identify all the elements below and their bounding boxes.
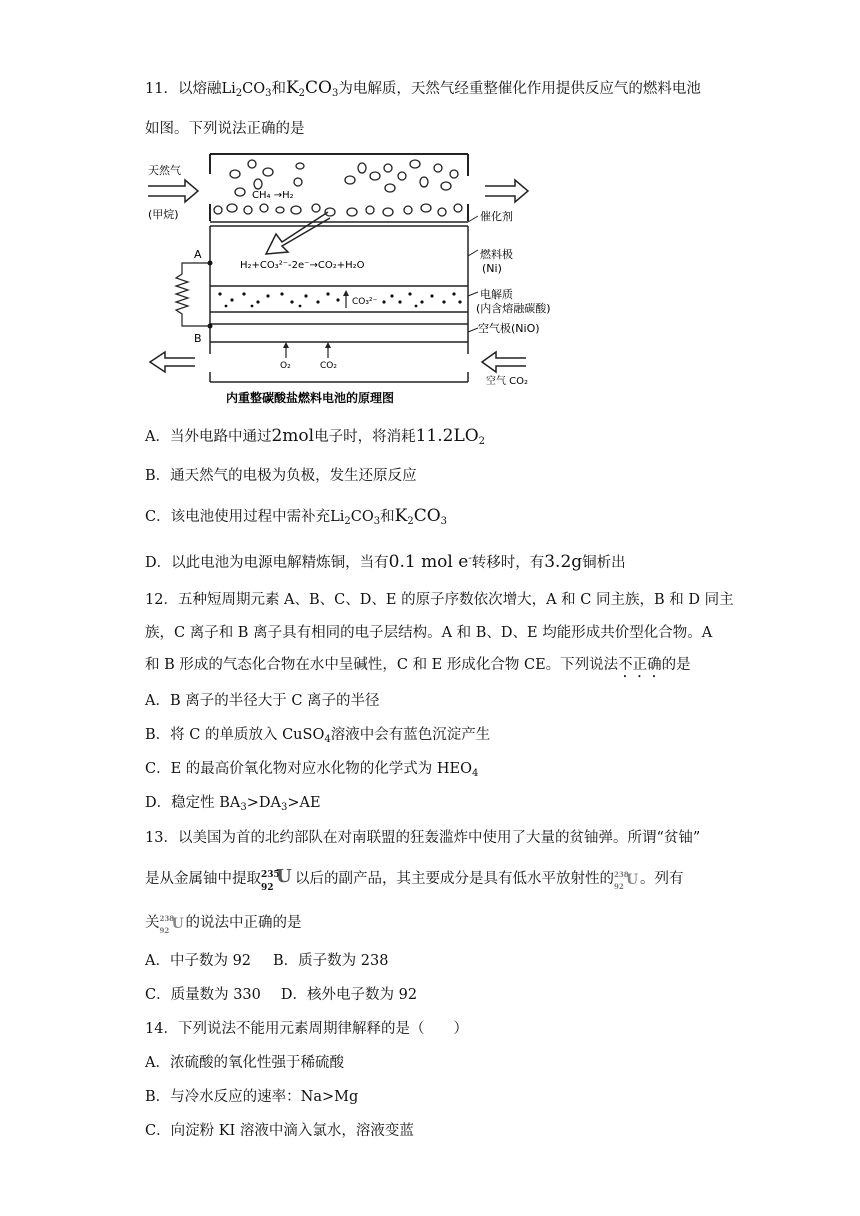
q14-option-c: C．向淀粉 KI 溶液中滴入氯水，溶液变蓝 <box>145 1123 414 1139</box>
ch4-h2-label: CH₄ →H₂ <box>252 190 294 201</box>
terminal-b: B <box>194 332 202 345</box>
gas-outlet-arrow <box>485 180 528 202</box>
q13-option-d: D．核外电子数为 92 <box>280 987 418 1003</box>
co2-label: CO₂ <box>320 361 337 371</box>
electrolyte-label: 电解质 <box>480 288 513 301</box>
external-resistor <box>176 263 210 326</box>
anode-reaction: H₂+CO₃²⁻-2e⁻→CO₂+H₂O <box>240 260 365 271</box>
exhaust-arrow <box>150 352 195 372</box>
q11-option-c: C．该电池使用过程中需补充$Li_2CO_3$和$K_2CO_3$ <box>145 506 448 527</box>
gas-bubbles <box>214 160 462 216</box>
fuel-cell-diagram <box>140 146 560 412</box>
o2-label: O₂ <box>280 361 291 371</box>
diagram-caption: 内重整碳酸盐燃料电池的原理图 <box>226 391 395 405</box>
q12-option-c: C．E 的最高价氧化物对应水化物的化学式为 $HEO_4$ <box>145 761 479 779</box>
q14-option-b: B．与冷水反应的速率：Na>Mg <box>145 1089 359 1105</box>
formula-k2co3: $K_2CO_3$ <box>285 78 339 99</box>
q13-stem-line1: 13．以美国为首的北约部队在对南联盟的狂轰滥炸中使用了大量的贫铀弹。所谓“贫铀” <box>145 830 701 846</box>
catalyst-label: 催化剂 <box>480 210 513 223</box>
q13-option-a: A．中子数为 92 <box>145 953 252 969</box>
carbonate-ion-label: CO₃²⁻ <box>352 297 378 307</box>
q12-option-d: D．稳定性 $BA_3>DA_3>AE$ <box>145 795 321 813</box>
uranium-238-symbol: 238 92 U <box>614 870 639 891</box>
q12-option-a: A．B 离子的半径大于 C 离子的半径 <box>145 693 380 709</box>
electrolyte-dots <box>218 292 461 307</box>
q12-stem-line2: 族，C 离子和 B 离子具有相同的电子层结构。A 和 B、D、E 均能形成共价型化合物。A <box>145 625 713 641</box>
q11-option-d: D．以此电池为电源电解精炼铜，当有0.1 mol e-转移时，有3.2g铜析出 <box>145 552 626 572</box>
reform-arrow <box>266 212 330 254</box>
emphasis-not-correct: 不正确 <box>618 657 662 673</box>
terminal-a: A <box>194 248 202 261</box>
air-inlet-arrow <box>482 352 526 372</box>
air-electrode-label: 空气极(NiO) <box>478 322 540 335</box>
q12-option-b: B．将 C 的单质放入 CuSO$_4$溶液中会有蓝色沉淀产生 <box>145 727 491 745</box>
q13-stem-line2: 是从金属铀中提取 235 92 U 以后的副产品，其主要成分是具有低水平放射性的 238 92 U 。列有 <box>145 866 684 893</box>
q13-options-row1 <box>145 950 388 972</box>
q11-option-a: A．当外电路中通过2mol电子时，将消耗$11.2LO_2$ <box>145 426 486 447</box>
q11-option-b: B．通天然气的电极为负极，发生还原反应 <box>145 468 417 484</box>
uranium-235-symbol: 235 92 U <box>261 866 292 893</box>
methane-label: (甲烷) <box>148 208 179 221</box>
q13-option-b: B．质子数为 238 <box>273 953 389 969</box>
q14-stem: 14．下列说法不能用元素周期律解释的是（ ） <box>145 1021 468 1037</box>
q14-option-a: A．浓硫酸的氧化性强于稀硫酸 <box>145 1055 344 1071</box>
fuel-electrode-ni: (Ni) <box>482 262 502 275</box>
formula-li2co3: $Li_2CO_3$ <box>221 81 272 99</box>
q11-stem-line2: 如图。下列说法正确的是 <box>145 121 305 137</box>
q12-stem-line1: 12．五种短周期元素 A、B、C、D、E 的原子序数依次增大，A 和 C 同主族，B 和 D 同主 <box>145 592 734 608</box>
uranium-238-symbol: 238 92 U <box>159 914 184 935</box>
q13-options-row2 <box>145 984 417 1006</box>
q12-stem-line3: 和 B 形成的气态化合物在水中呈碱性，C 和 E 形成化合物 CE。下列说法不正确的是 <box>145 657 691 673</box>
electrolyte-detail: (内含熔融碳酸) <box>476 302 551 315</box>
q13-stem-line3: 关 238 92 U 的说法中正确的是 <box>145 910 302 934</box>
gas-inlet-arrow <box>148 180 198 202</box>
fuel-electrode-label: 燃料极 <box>480 248 513 261</box>
air-co2-label: 空气 CO₂ <box>486 376 529 387</box>
q13-option-c: C．质量数为 330 <box>145 987 261 1003</box>
natural-gas-label: 天然气 <box>148 164 181 177</box>
q11-stem-line1: 11．以熔融$Li_2CO_3$和$K_2CO_3$为电解质，天然气经重整催化作用提供反应气的燃料电池 <box>145 78 701 99</box>
